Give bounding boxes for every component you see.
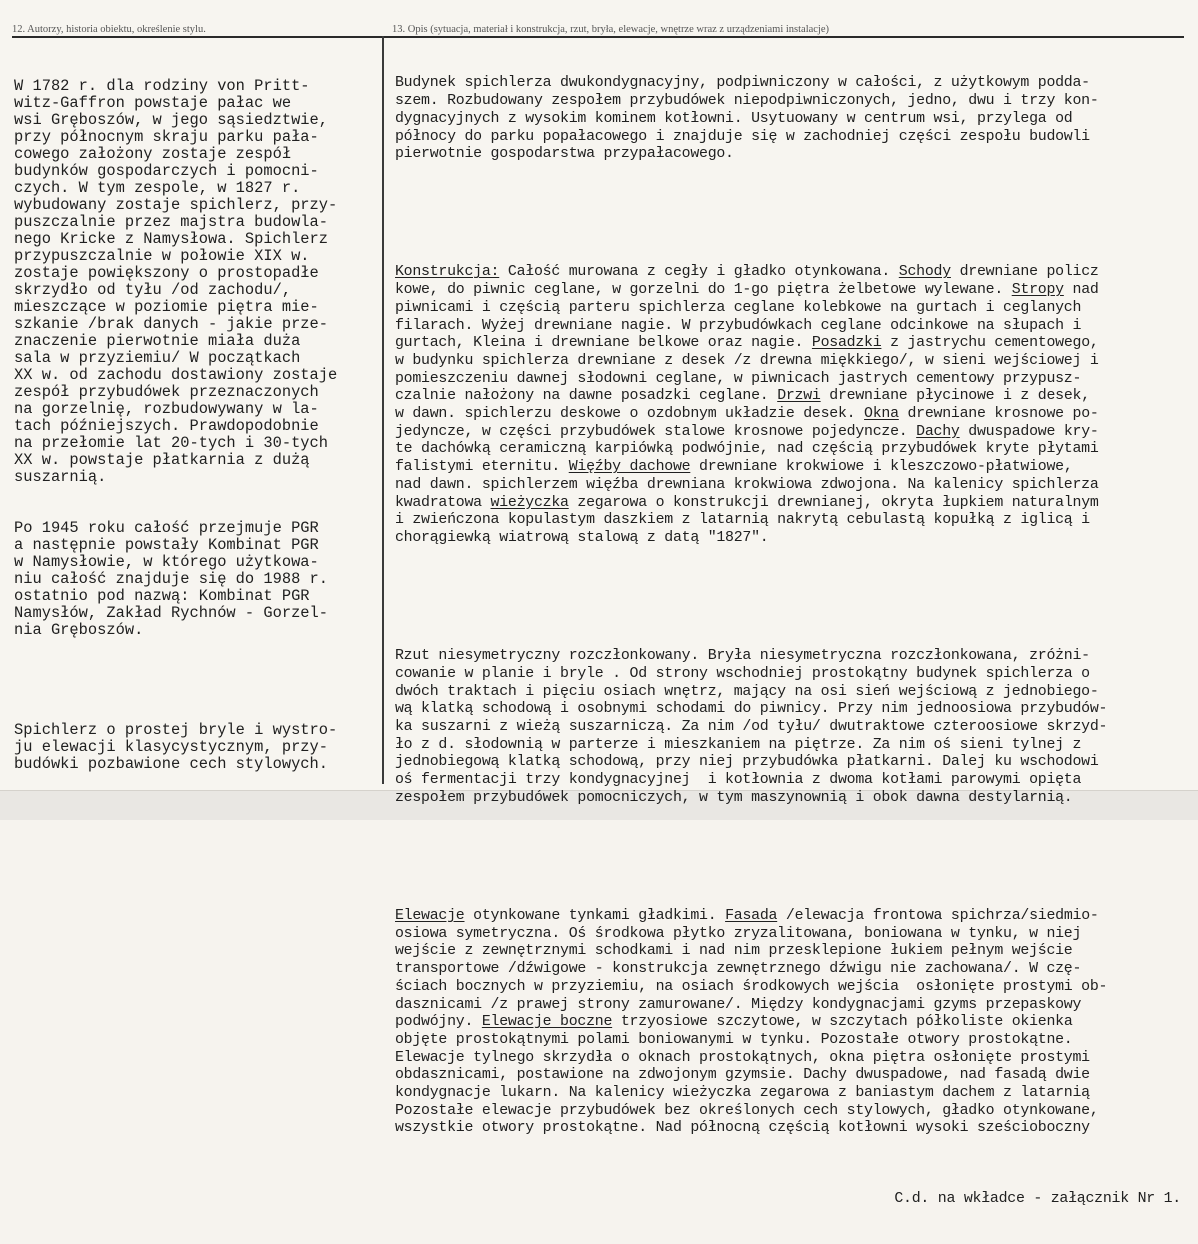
column-divider <box>382 36 384 784</box>
elewacje-text: trzyosiowe szczytowe, w szczytach półkoliste okienka objęte prostokątnymi polami boniowanymi w tynku. Pozostałe otwory prostokątne. Elewacje tylnego skrzydła o oknach prostokątnych, okna piętra osłonięte prostymi obdasznicami, postawione na zdwojonym gzymsie. Dachy dwuspadowe, nad fasadą dwie kondygnacje lukarn. Na kalenicy wieżyczka zegarowa z baniastym dachem z latarnią Pozostałe elewacje przybudówek bez określonych cech stylowych, gładko otynkowane, wszystkie otwory prostokątne. Nad północną częścią kotłowni wysoki sześcioboczny <box>395 1014 1099 1137</box>
konstrukcja-paragraph <box>395 264 1195 547</box>
rzut-paragraph: Rzut niesymetryczny rozczłonkowany. Bryła niesymetryczna rozczłonkowana, zróżni- cowanie w planie i bryle . Od strony wschodniej prostokątny budynek spichlerza o dwóch traktach i pięciu osiach wnętrz, mający na osi sień wejściową z jednobiego- wą klatką schodową i osobnymi schodami do piwnicy. Przy nim jednoosiowa przybudów- ka suszarni z wieżą suszarniczą. Za nim /od tyłu/ dwutraktowe czteroosiowe skrzyd- ło z d. słodownią w parterze i mieszkaniem na piętrze. Za nim oś sieni tylnej z jednobiegową klatką schodową, przy niej przybudówka płatkarni. Dalej ku wschodowi oś fermentacji trzy kondygnacyjnej i kotłownia z dwoma kotłami parowymi opięta zespołem przybudówek pomocniczych, w tym maszynownią i obok dawna destylarnią. <box>395 648 1108 806</box>
okna-label: Okna <box>864 406 899 423</box>
konstrukcja-text: kowe, do piwnic ceglane, w gorzelni do 1-go piętra żelbetowe wylewane. <box>395 282 1012 299</box>
drzwi-label: Drzwi <box>777 388 821 405</box>
konstrukcja-text: drewniane krosnowe po- jedyncze, w części przybudówek stalowe krosnowe pojedyncze. <box>395 406 1099 440</box>
history-paragraph-2: Po 1945 roku całość przejmuje PGR a następnie powstały Kombinat PGR w Namysłowie, w którego użytkowa- niu całość znajduje się do 1988 r. ostatnio pod nazwą: Kombinat PGR Namysłów, Zakład Rychnów - Gorzel- nia Gręboszów. <box>14 519 329 639</box>
continuation-note: C.d. na wkładce - załącznik Nr 1. <box>894 1191 1181 1208</box>
elewacje-label: Elewacje <box>395 908 465 925</box>
konstrukcja-text: piwnicami i częścią parteru spichlerza ceglane kolebkowe na gurtach i ceglanych filarach. Wyżej drewniane nagie. W przybudówkach ceglane odcinkowe na słupach i gurtach, Kleina i drewniane belkowe oraz nagie. <box>395 299 1082 352</box>
konstrukcja-text: z jastrychu cementowego, w budynku spichlerza drewniane z desek /z drewna miękkiego/, w sieni wejściowej i pomieszczeniu dawnej słodowni ceglane, w piwnicach jastrych cementowy przypusz- czalnie nałożony na dawne posadzki ceglane. <box>395 335 1099 405</box>
history-paragraph-3: Spichlerz o prostej bryle i wystro- ju elewacji klasycystycznym, przy- budówki pozbawione cech stylowych. <box>14 721 338 773</box>
paragraph-gap <box>395 199 1195 211</box>
paragraph-gap <box>395 843 1195 855</box>
konstrukcja-text: dwuspadowe kry- te dachówką ceramiczną karpiówką podwójnie, nad częścią przybudówek kryte płytami falistymi eternitu. <box>395 423 1099 476</box>
schody-label: Schody <box>898 264 951 281</box>
intro-paragraph: Budynek spichlerza dwukondygnacyjny, podpiwniczony w całości, z użytkowym podda- szem. Rozbudowany zespołem przybudówek niepodpiwniczonych, jedno, dwu i trzy kon- dygnacyjnych z wysokim kominem kotłowni. Usytuowany w centrum wsi, przylega od północy do parku popałacowego i znajduje się w zachodniej części zespołu budowli pierwotnie gospodarstwa przypałacowego. <box>395 75 1099 163</box>
elewacje-boczne-label: Elewacje boczne <box>481 1014 613 1031</box>
history-column <box>14 44 380 807</box>
elewacje-paragraph <box>395 908 1195 1138</box>
history-paragraph-1: W 1782 r. dla rodziny von Pritt- witz-Gaffron powstaje pałac we wsi Gręboszów, w jego sąsiedztwie, przy północnym skraju parku pała- cowego założony zostaje zespół budynków gospodarczych i pomocni- czych. W tym zespole, w 1827 r. wybudowany zostaje spichlerz, przy- puszczalnie przez majstra budowla- nego Kricke z Namysłowa. Spichlerz przypuszczalnie w połowie XIX w. zostaje powiększony o prostopadłe skrzydło od tyłu /od zachodu/, mieszczące w poziomie piętra mie- szkanie /brak danych - jakie prze- znaczenie pierwotnie miała duża sala w przyziemiu/ W początkach XX w. od zachodu dostawiony zostaje zespół przybudówek przeznaczonych na gorzelnię, rozbudowywany w la- tach późniejszych. Prawdopodobnie na przełomie lat 20-tych i 30-tych XX w. powstaje płatkarnia z dużą suszarnią. <box>14 77 338 486</box>
konstrukcja-label: Konstrukcja: <box>395 264 500 281</box>
stropy-label: Stropy <box>1011 282 1064 299</box>
elewacje-text: osiowa symetryczna. Oś środkowa płytko zryzalitowana, boniowana w tynku, w niej wejście z zewnętrznymi schodkami i nad nim przesklepione łukiem pełnym wejście transportowe /dźwigowe - konstrukcja zewnętrznego dźwigu nie zachowana/. W czę- ściach bocznych w przyziemiu, na osiach środkowych wejścia osłonięte prostymi ob- dasznicami /z prawej strony zamurowane/. Między kondygnacjami gzyms przepaskowy podwójny. <box>395 925 1108 1031</box>
description-column <box>395 40 1195 1244</box>
konstrukcja-text: drewniane płycinowe i z desek, w dawn. spichlerzu deskowe o ozdobnym układzie desek. <box>395 388 1090 423</box>
konstrukcja-text: drewniane policz <box>950 264 1099 281</box>
fasada-label: Fasada <box>725 908 778 925</box>
paragraph-gap <box>14 673 380 688</box>
left-section-header: 12. Autorzy, historia obiektu, określenie stylu. <box>12 24 206 35</box>
paragraph-gap <box>395 601 1195 613</box>
wiezby-label: Więźby dachowe <box>568 459 691 476</box>
elewacje-text: /elewacja frontowa spichrza/siedmio- <box>777 908 1099 925</box>
elewacje-text: otynkowane tynkami gładkimi. <box>464 908 726 925</box>
header-rule <box>12 36 1184 38</box>
konstrukcja-text: nad <box>1063 282 1099 299</box>
posadzki-label: Posadzki <box>811 335 882 352</box>
konstrukcja-text: zegarowa o konstrukcji drewnianej, okryta łupkiem naturalnym i zwieńczona kopulastym daszkiem z latarnią nakrytą cebulastą kopułką z iglicą i chorągiewką wiatrową stalową z datą "1827". <box>395 494 1099 546</box>
konstrukcja-text: Całość murowana z cegły i gładko otynkowana. <box>499 264 899 281</box>
dachy-label: Dachy <box>916 423 960 440</box>
right-section-header: 13. Opis (sytuacja, materiał i konstrukcja, rzut, bryła, elewacje, wnętrze wraz z urządzeniami instalacje) <box>392 24 830 35</box>
konstrukcja-text: drewniane krokwiowe i kleszczowo-płatwiowe, nad dawn. spichlerzem więźba drewniana krokwiowa zdwojona. Na kalenicy spichlerza kwadratowa <box>395 459 1099 511</box>
wiezyczka-label: wieżyczka <box>490 494 569 511</box>
